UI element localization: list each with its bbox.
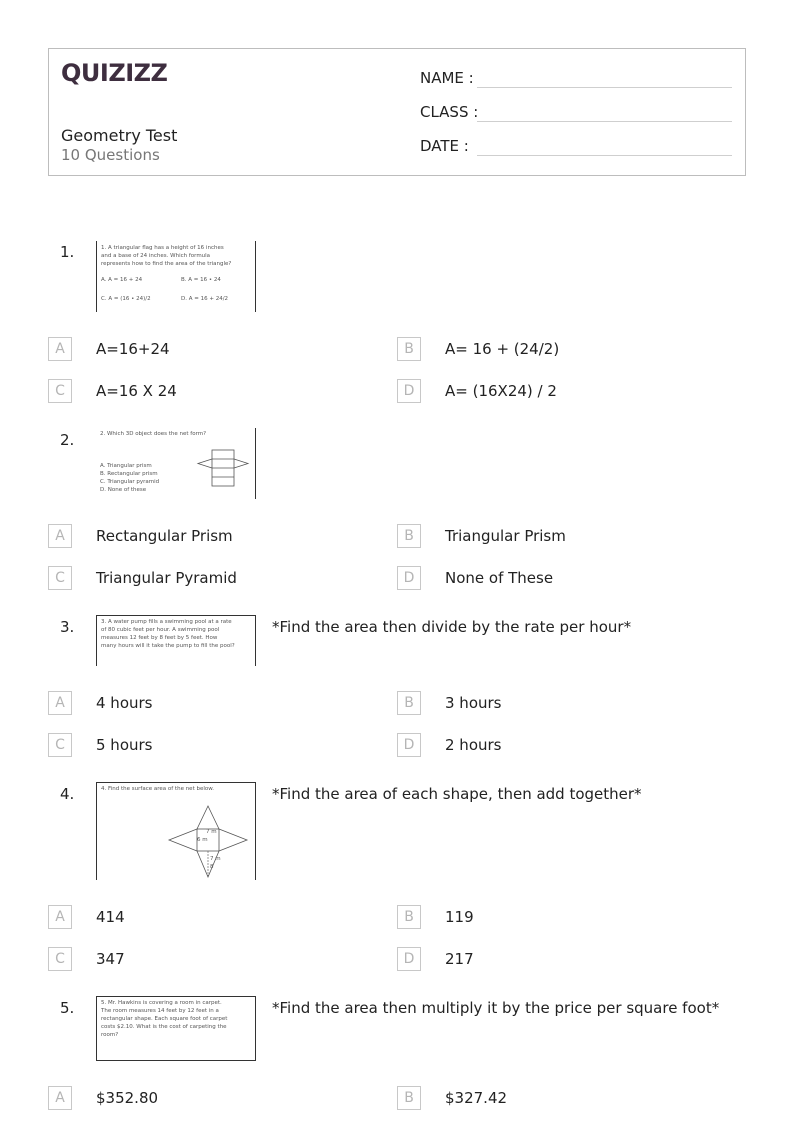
prism-net-diagram <box>196 448 250 488</box>
image-text: 6 m <box>197 837 208 843</box>
image-text: B. A = 16 • 24 <box>181 277 221 283</box>
question-number: 1. <box>60 243 75 261</box>
option-letter: C <box>48 566 72 590</box>
option-letter: A <box>48 905 72 929</box>
image-text: room? <box>101 1032 119 1038</box>
date-line <box>477 155 732 156</box>
question-2-image <box>96 428 256 499</box>
option-text: Rectangular Prism <box>96 527 233 545</box>
option-letter: B <box>397 524 421 548</box>
question-count: 10 Questions <box>61 146 160 164</box>
option-text: 119 <box>445 908 474 926</box>
image-text: A. Triangular prism <box>100 463 152 469</box>
question-5-image <box>96 996 256 1061</box>
image-text: The room measures 14 feet by 12 feet in a <box>101 1008 219 1014</box>
option-text: 217 <box>445 950 474 968</box>
option-letter: D <box>397 379 421 403</box>
date-label: DATE : <box>420 137 469 155</box>
image-text: C. Triangular pyramid <box>100 479 160 485</box>
option-letter: C <box>48 379 72 403</box>
image-text: 3. A water pump fills a swimming pool at a rate <box>101 619 232 625</box>
image-text: rectangular shape. Each square foot of carpet <box>101 1016 228 1022</box>
image-text: D. None of these <box>100 487 147 493</box>
option-letter: B <box>397 905 421 929</box>
image-text: measures 12 feet by 8 feet by 5 feet. How <box>101 635 218 641</box>
option-text: A= (16X24) / 2 <box>445 382 557 400</box>
question-number: 5. <box>60 999 75 1017</box>
option-letter: D <box>397 947 421 971</box>
option-text: 4 hours <box>96 694 153 712</box>
question-hint: *Find the area then divide by the rate per hour* <box>272 618 632 636</box>
option-text: 414 <box>96 908 125 926</box>
question-3-image <box>96 615 256 666</box>
option-letter: A <box>48 691 72 715</box>
image-text: 7 m <box>206 829 217 835</box>
option-letter: D <box>397 733 421 757</box>
image-text: costs $2.10. What is the cost of carpeting the <box>101 1024 227 1030</box>
option-letter: A <box>48 1086 72 1110</box>
image-text: 5. Mr. Hawkins is covering a room in carpet. <box>101 1000 222 1006</box>
image-text: C. A = (16 • 24)/2 <box>101 296 151 302</box>
image-text: many hours will it take the pump to fill the pool? <box>101 643 235 649</box>
option-text: A= 16 + (24/2) <box>445 340 560 358</box>
question-number: 4. <box>60 785 75 803</box>
class-line <box>477 121 732 122</box>
option-text: None of These <box>445 569 554 587</box>
option-text: $352.80 <box>96 1089 159 1107</box>
option-text: Triangular Pyramid <box>96 569 237 587</box>
question-hint: *Find the area then multiply it by the price per square foot* <box>272 999 720 1017</box>
option-text: 347 <box>96 950 125 968</box>
question-number: 2. <box>60 431 75 449</box>
image-text: A. A = 16 + 24 <box>101 277 143 283</box>
option-text: $327.42 <box>445 1089 508 1107</box>
option-letter: B <box>397 691 421 715</box>
quizizz-logo: QUIZIZZ <box>61 59 168 87</box>
option-letter: C <box>48 733 72 757</box>
option-text: 3 hours <box>445 694 502 712</box>
image-text: and a base of 24 inches. Which formula <box>101 253 211 259</box>
image-text: B. Rectangular prism <box>100 471 158 477</box>
image-text: of 80 cubic feet per hour. A swimming pool <box>101 627 220 633</box>
question-4-image <box>96 782 256 880</box>
image-text: 2. Which 3D object does the net form? <box>100 431 207 437</box>
option-text: 5 hours <box>96 736 153 754</box>
image-text: represents how to find the area of the triangle? <box>101 261 232 267</box>
question-1-image <box>96 241 256 312</box>
option-text: Triangular Prism <box>445 527 566 545</box>
option-letter: D <box>397 566 421 590</box>
worksheet-header <box>48 48 746 176</box>
image-text: 8 <box>210 864 214 870</box>
question-number: 3. <box>60 618 75 636</box>
option-letter: B <box>397 1086 421 1110</box>
option-letter: A <box>48 337 72 361</box>
image-text: 4. Find the surface area of the net below. <box>101 786 214 792</box>
option-letter: A <box>48 524 72 548</box>
option-letter: C <box>48 947 72 971</box>
image-text: 1. A triangular flag has a height of 16 inches <box>101 245 224 251</box>
option-letter: B <box>397 337 421 361</box>
name-line <box>477 87 732 88</box>
name-label: NAME : <box>420 69 474 87</box>
option-text: A=16 X 24 <box>96 382 177 400</box>
question-hint: *Find the area of each shape, then add together* <box>272 785 642 803</box>
quiz-title: Geometry Test <box>61 126 178 145</box>
image-text: 7 m <box>210 856 221 862</box>
option-text: 2 hours <box>445 736 502 754</box>
class-label: CLASS : <box>420 103 479 121</box>
option-text: A=16+24 <box>96 340 170 358</box>
image-text: D. A = 16 + 24/2 <box>181 296 229 302</box>
